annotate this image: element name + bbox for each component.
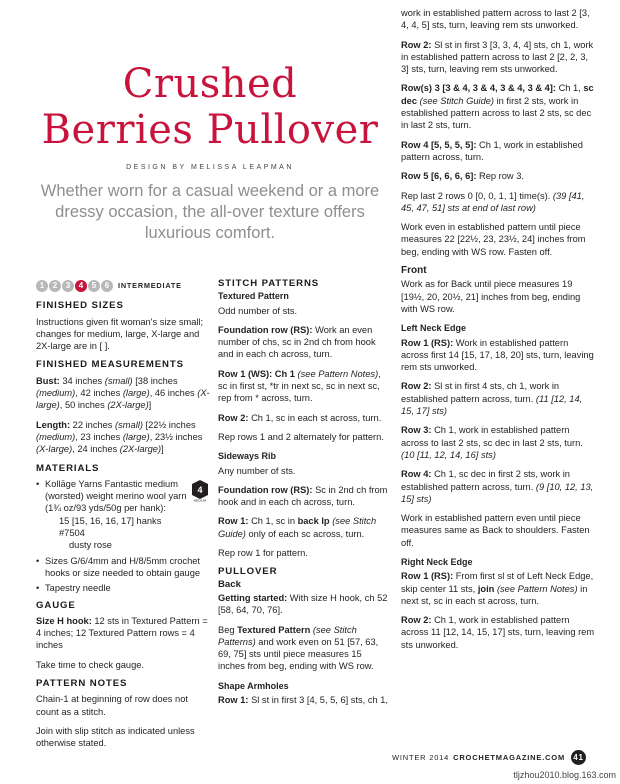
text: , 23 inches [75,431,123,442]
bust-label: Bust: [36,375,60,386]
text: From first sl st of Left Neck Edge, skip center 11 sts, [401,571,594,594]
paragraph [401,570,597,607]
paragraph: Rep rows 1 and 2 alternately for pattern. [218,431,384,442]
text: (see Stitch Patterns) [218,624,357,647]
text: , 50 inches [59,400,108,411]
paragraph [218,515,390,540]
left-neck-edge-heading: Left Neck Edge [401,323,467,334]
paragraph: Work as for Back until piece measures 19 [19½, 20, 20½, 21] inches from beg, ending with WS row. [401,279,581,314]
pattern-note: Join with slip stitch as indicated unless otherwise stated. [36,725,195,749]
gauge-text [36,615,211,652]
text: , 23½ inches [149,431,203,442]
text: , 24 inches [72,444,120,455]
text: (X-large) [36,444,73,455]
text: Sc in 2nd ch from hook and in each ch across, turn. [218,484,388,508]
text: Ch 1, [556,83,584,94]
text: (large) [122,388,150,399]
textured-pattern-heading: Textured Pattern [218,291,289,302]
paragraph: Work in established pattern even until piece measures same as Back to shoulders. Fasten off. [401,513,590,548]
text: Ch 1, sc in each st across, turn. [248,412,382,423]
column-right [401,7,597,658]
column-middle [218,278,390,713]
skill-level-circle: 6 [101,280,113,292]
skill-level [36,280,211,292]
row-label: Getting started: [218,592,288,603]
text: Ch 1, work in established pattern across 11 [12, 14, 15, 17] sts, turn, leaving rem sts unworked. [401,615,595,650]
text: 34 inches [59,375,105,386]
stitch-patterns-heading: STITCH PATTERNS [218,278,320,289]
paragraph [401,337,597,374]
list-item: • Tapestry needle [36,582,211,594]
skill-level-circle: 2 [49,280,61,292]
paragraph [401,614,597,651]
text: (see Stitch Guide) [417,95,495,106]
paragraph [401,82,597,131]
yarn-color: dusty rose [69,540,112,551]
tagline-line: luxurious comfort. [144,224,276,242]
finished-sizes-text: Instructions given fit woman's size small; changes for medium, large, X-large and 2X-large are in [ ]. [36,316,204,352]
yarn-count: 15 [15, 16, 16, 17] hanks #7504 [59,515,162,539]
row-label: Row 1: [218,695,249,706]
paragraph [401,424,597,461]
finished-sizes-heading: FINISHED SIZES [36,300,124,312]
text: back lp [297,516,330,527]
row-label: Row 2: [401,615,432,626]
row-label: Row 3: [401,425,432,436]
list-item: • Sizes G/6/4mm and H/8/5mm crochet hooks or size needed to obtain gauge [36,555,211,580]
text: (X-large) [36,388,210,411]
text: (large) [122,431,150,442]
paragraph [218,592,390,617]
bust-measurement [36,375,211,412]
page-title-line-2: Berries Pullover [41,107,379,153]
gauge-check: Take time to check gauge. [36,659,145,670]
materials-block [36,478,211,595]
paragraph [401,139,597,164]
row-label: Row(s) 3 [3 & 4, 3 & 4, 3 & 4, 3 & 4]: [401,83,556,94]
text: Sl st in first 3 [3, 3, 4, 4] sts, ch 1, work in established pattern across to last 2 [2, 2, 3, 3] sts, turn, leaving rem sts unworked. [401,39,594,75]
text: Sl st in first 3 [4, 5, 5, 6] sts, ch 1, [248,695,388,706]
paragraph [401,170,597,182]
paragraph: Any number of sts. [218,465,296,476]
paragraph: Rep row 1 for pattern. [218,548,308,559]
paragraph: work in established pattern across to last 2 [3, 4, 4, 5] sts, turn, leaving rem sts unworked. [401,8,590,31]
tagline-line: Whether worn for a casual weekend or a more [40,182,380,200]
skill-level-circle: 5 [88,280,100,292]
paragraph [401,39,597,76]
row-label: Row 1 (RS): [401,571,454,582]
text: (11 [12, 14, 15, 17] sts) [401,393,583,417]
text: , sc in first st, *tr in next sc, sc in next sc, rep from * across, turn. [218,368,381,404]
text: sc dec [401,83,594,106]
text: [38 inches [132,375,178,386]
paragraph [218,694,390,706]
materials-list [36,478,211,595]
paragraph [401,380,597,417]
text: and work even on 51 [57, 63, 69, 75] sts until piece measures 15 inches from beg, ending with WS row. [218,636,379,672]
text: Ch 1, work in established pattern across to last 2 sts, sc dec in last 2 sts, turn. [401,425,583,448]
text: Sl st in first 4 sts, ch 1, work in established pattern across, turn. [401,381,560,404]
text: , 46 inches [149,388,198,399]
row-label: Row 4 [5, 5, 5, 5]: [401,139,477,150]
yarn-weight-number: 4 [197,484,203,495]
paragraph [218,624,390,673]
text: With size H hook, ch 52 [58, 64, 70, 76]. [218,592,388,616]
gauge-hook-label: Size H hook: [36,615,92,626]
issue-label: WINTER 2014 [391,753,450,762]
designer-byline: DESIGN BY MELISSA LEAPMAN [126,164,294,171]
tagline [36,181,384,244]
text: join [477,583,495,594]
paragraph: Odd number of sts. [218,305,298,316]
row-label: Row 2: [401,39,432,50]
text: Rep last 2 rows 0 [0, 0, 1, 1] time(s). [401,190,553,201]
watermark: tljzhou2010.blog.163.com [513,770,616,780]
text: (medium) [36,388,76,399]
right-neck-edge-heading: Right Neck Edge [401,556,473,567]
paragraph [218,484,390,509]
gauge-heading: GAUGE [36,599,76,611]
finished-measurements-heading: FINISHED MEASUREMENTS [36,359,184,371]
skill-level-label: INTERMEDIATE [118,281,182,290]
paragraph [401,468,597,505]
text: , 42 inches [75,388,123,399]
magazine-site: CROCHETMAGAZINE.COM [453,753,565,762]
paragraph: Work even in established pattern until piece measures 22 [22½, 23, 23½, 24] inches from beg, ending with WS row. Fasten off. [401,222,586,257]
row-label: Row 1: [218,516,249,527]
text: Kollāge Yarns Fantastic medium (worsted) weight merino wool yarn (1¾ oz/93 yds/50g per hank): [45,478,187,514]
row-label: Row 4: [401,469,432,480]
list-item [36,478,211,552]
length-label: Length: [36,419,71,430]
page-number: 41 [571,750,586,765]
text: [22½ inches [142,419,196,430]
paragraph [218,412,390,424]
text: Textured Pattern [237,624,311,635]
paragraph [218,324,390,361]
text: Work in established pattern across first 14 [15, 17, 18, 20] sts, turn, leaving rem sts unworked. [401,337,594,373]
text: (2X-large) [119,444,162,455]
text: Work an even number of chs, sc in 2nd ch from hook and in each ch across, turn. [218,324,376,360]
skill-level-circle-active: 4 [75,280,87,292]
text: (39 [41, 45, 47, 51] sts at end of last row) [401,190,585,213]
paragraph [218,368,390,405]
text: only of each sc across, turn. [245,528,365,539]
row-label: Row 2: [401,381,432,392]
page-footer [392,750,586,765]
text: (9 [10, 12, 13, 15] sts) [401,481,594,504]
shape-armholes-heading: Shape Armholes [218,680,289,691]
text: Ch 1, sc dec in first 2 sts, work in established pattern across, turn. [401,469,570,492]
tagline-line: dressy occasion, the all-over texture offers [55,203,365,221]
column-left [36,280,211,757]
paragraph [401,190,597,215]
row-label: Row 5 [6, 6, 6, 6]: [401,171,477,182]
yarn-weight-word: MEDIUM [193,498,207,502]
text: (see Pattern Notes) [494,583,578,594]
text: Beg [218,624,238,635]
text: Ch 1, sc in [248,516,298,527]
row-label: Row 1 (WS): Ch 1 [218,368,295,379]
text: in next st, sc in each st across, turn. [401,583,588,606]
text: in first 2 sts, work in established pattern across to last 2 sts, sc dec in last 2 sts, turn. [401,95,592,131]
back-heading: Back [218,578,241,590]
text: (see Stitch Guide) [218,516,377,539]
skill-level-circle: 1 [36,280,48,292]
text: ] [161,444,164,455]
pattern-notes-heading: PATTERN NOTES [36,678,128,690]
text: 12 sts in Textured Pattern = 4 inches; 12 Textured Pattern rows = 4 inches [36,615,208,651]
row-label: Foundation row (RS): [218,484,313,495]
pullover-heading: PULLOVER [218,566,278,578]
text: Ch 1, work in established pattern across, turn. [401,139,583,162]
front-heading: Front [401,265,427,277]
text: (see Pattern Notes) [294,368,379,379]
skill-level-circle: 3 [62,280,74,292]
text: 22 inches [70,419,116,430]
text: ] [148,400,152,411]
text: (10 [11, 12, 14, 16] sts) [401,449,496,460]
text: (2X-large) [107,400,149,411]
row-label: Foundation row (RS): [218,324,313,335]
text: (small) [115,419,143,430]
text: (small) [104,375,133,386]
text: Rep row 3. [476,171,524,182]
materials-heading: MATERIALS [36,462,100,474]
page-title-line-1: Crushed [122,61,298,107]
pattern-note: Chain-1 at beginning of row does not count as a stitch. [36,694,188,717]
sideways-rib-heading: Sideways Rib [218,451,277,462]
row-label: Row 1 (RS): [401,337,454,348]
row-label: Row 2: [218,412,249,423]
text: (medium) [36,431,76,442]
length-measurement [36,419,211,456]
